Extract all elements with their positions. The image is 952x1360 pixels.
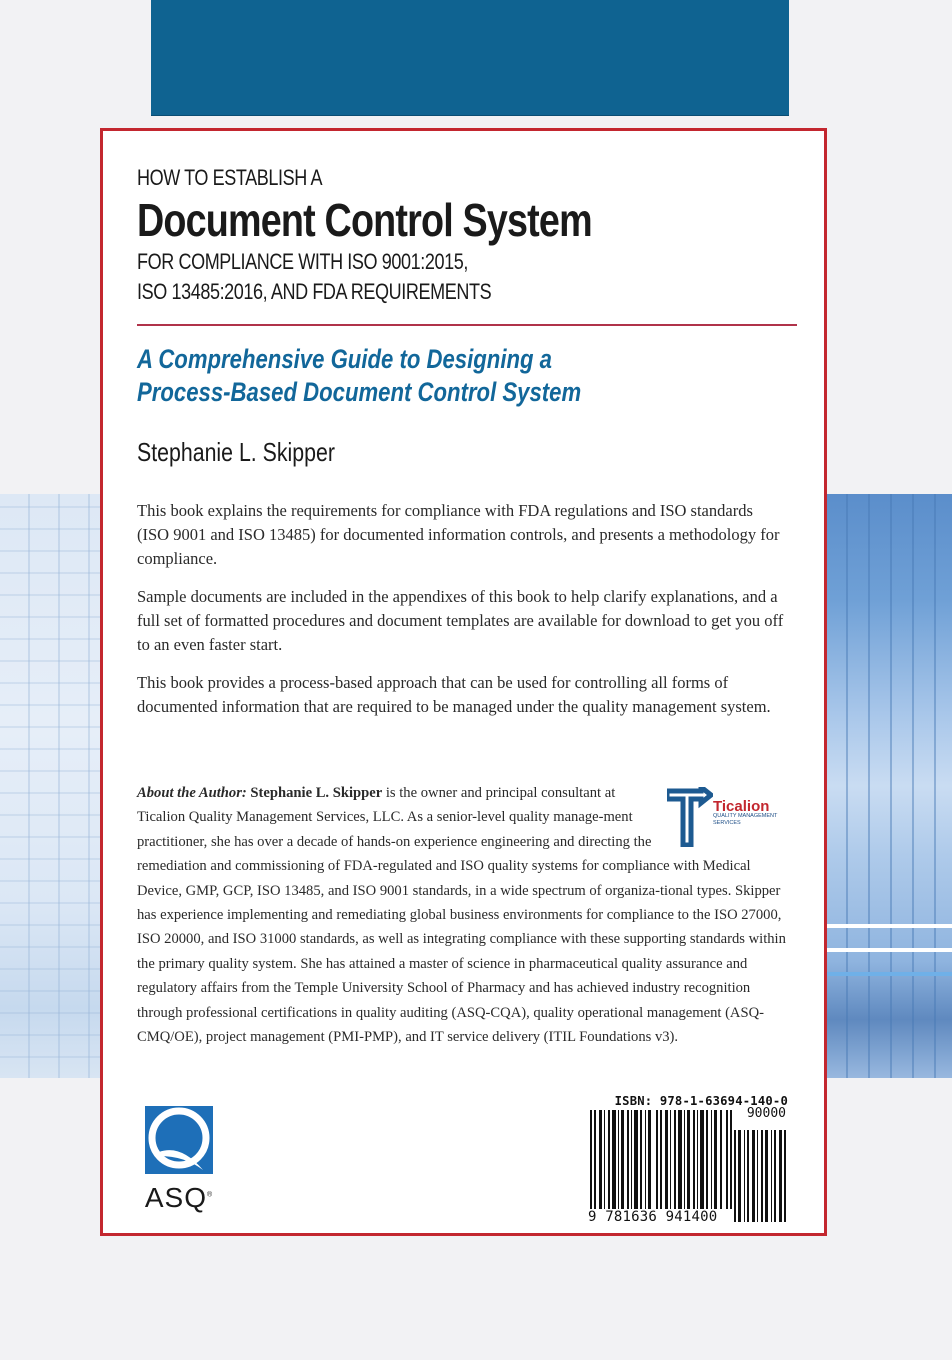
ean-digits: 9 781636 941400 <box>588 1209 734 1225</box>
ticalion-tagline: QUALITY MANAGEMENT SERVICES <box>713 813 778 826</box>
title-divider <box>137 324 797 326</box>
tagline-line-2: Process-Based Document Control System <box>137 377 582 407</box>
description-paragraph: Sample documents are included in the appendixes of this book to help clarify explanations, and a full set of formatted procedures and document templates are available for download to get you off to an even faster start. <box>137 587 784 654</box>
description-paragraph: This book provides a process-based approach that can be used for controlling all forms of documented information that are required to be managed under the quality management system. <box>137 673 771 716</box>
asq-logo <box>141 1106 217 1216</box>
book-description <box>137 499 787 733</box>
ticalion-wordmark: Ticalion <box>713 798 770 815</box>
pre-title: HOW TO ESTABLISH A <box>137 165 323 190</box>
decorative-grid-left <box>0 494 102 1078</box>
author-name: Stephanie L. Skipper <box>137 437 335 467</box>
description-paragraph: This book explains the requirements for compliance with FDA regulations and ISO standards (ISO 9001 and ISO 13485) for documented information controls, and presents a methodology for compliance. <box>137 501 780 568</box>
book-title: Document Control System <box>137 194 592 246</box>
subtitle-line-1: FOR COMPLIANCE WITH ISO 9001:2015, <box>137 249 468 274</box>
price-code: 90000 <box>746 1106 786 1121</box>
isbn-label: ISBN: 978-1-63694-140-0 <box>614 1094 788 1108</box>
decorative-grid-right <box>826 494 952 1078</box>
ticalion-t-arrow-icon <box>667 787 713 847</box>
ean13-bars <box>590 1110 732 1218</box>
subtitle-line-2: ISO 13485:2016, AND FDA REQUIREMENTS <box>137 279 492 304</box>
about-text: is the owner and principal consultant at Ticalion Quality Management Services, LLC. As a senior-level quality manage-ment practitioner, she has over a decade of hands-on experience engineering and directing the remediation and commissioning of FDA-regulated and ISO quality systems for compliance with Medical Device, GMP, GCP, ISO 13485, and ISO 9001 standards, in a wide spectrum of organiza-tional types. Skipper has experience implementing and remediating global business environments for compliance to the ISO 27000, ISO 20000, and ISO 31000 standards, as well as integrating compliance with these supporting standards within the primary quality system. She has attained a master of science in pharmaceutical quality assurance and regulatory affairs from the Temple University School of Pharmacy and has achieved industry recognition through professional certifications in quality auditing (ASQ-CQA), quality operational management (ASQ-CMQ/OE), project management (PMI-PMP), and IT service delivery (ITIL Foundations v3). <box>137 785 786 1046</box>
about-the-author <box>137 781 787 1049</box>
title-block <box>137 165 797 307</box>
about-author-name: Stephanie L. Skipper <box>250 785 383 801</box>
asq-q-icon <box>141 1106 217 1182</box>
price-addon-bars <box>734 1130 788 1222</box>
top-color-band <box>151 0 789 116</box>
asq-wordmark: ASQ® <box>144 1182 214 1213</box>
tagline <box>137 343 678 409</box>
back-cover-panel <box>100 128 827 1236</box>
ticalion-logo <box>667 783 797 849</box>
about-label: About the Author: <box>137 785 247 801</box>
tagline-line-1: A Comprehensive Guide to Designing a <box>137 344 552 374</box>
isbn-barcode <box>588 1094 788 1226</box>
